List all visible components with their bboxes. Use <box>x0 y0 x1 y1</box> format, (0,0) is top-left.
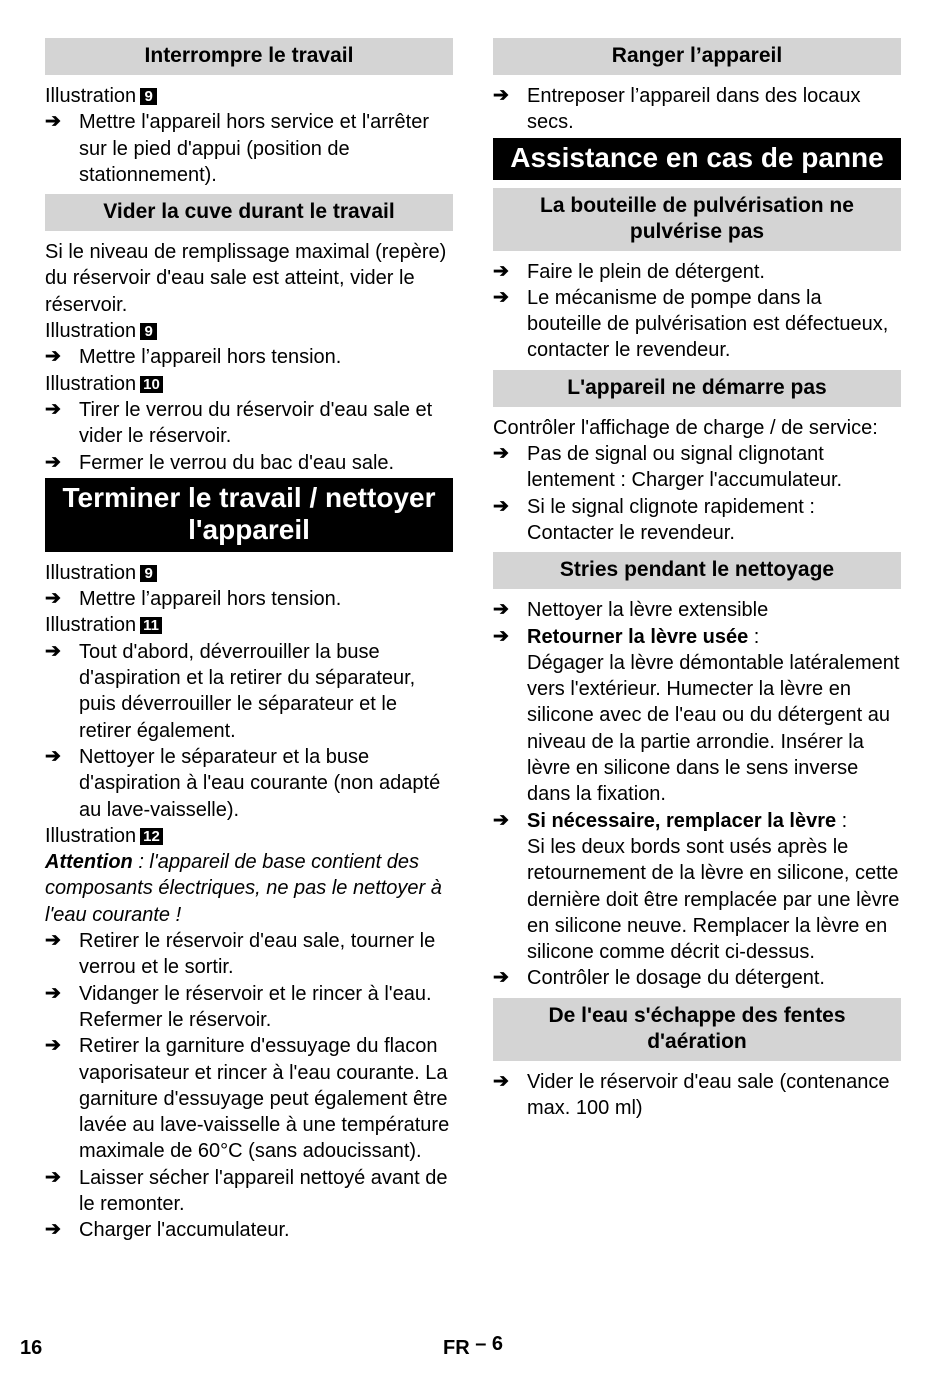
instruction-item <box>493 259 901 285</box>
heading-spray-bottle: La bouteille de pulvérisation ne pulvérise pas <box>493 188 901 251</box>
arrow-icon: ➔ <box>493 260 509 282</box>
instruction-item <box>493 441 901 494</box>
instruction-item <box>45 744 453 823</box>
instruction-item <box>45 1033 453 1164</box>
figure-number-badge: 9 <box>140 323 157 340</box>
instruction-text: Le mécanisme de pompe dans la bouteille de pulvérisation est défectueux, contacter le revendeur. <box>527 286 889 362</box>
instruction-text: Vidanger le réservoir et le rincer à l'eau. Refermer le réservoir. <box>79 982 432 1031</box>
instruction-item <box>45 397 453 450</box>
heading-finish-clean <box>45 478 453 552</box>
heading-troubleshooting: Assistance en cas de panne <box>493 138 901 180</box>
section-number: – 6 <box>475 1333 504 1355</box>
instruction-item <box>493 494 901 547</box>
attention-label: Attention <box>45 851 133 874</box>
heading-interrupt-work: Interrompre le travail <box>45 38 453 75</box>
arrow-icon: ➔ <box>45 346 61 368</box>
heading-line: l'appareil <box>188 513 310 545</box>
paragraph: Si le niveau de remplissage maximal (repère) du réservoir d'eau sale est atteint, vider le réservoir. <box>45 241 447 316</box>
instruction-text: Retirer la garniture d'essuyage du flacon vaporisateur et rincer à l'eau courante. La garniture d'essuyage peut également être lavée au lave-vaisselle à une température maximale de 60°C (sans adoucissant). <box>79 1035 450 1163</box>
illustration-label: Illustration <box>45 372 137 395</box>
footer-section <box>443 1333 504 1360</box>
instruction-text: Pas de signal ou signal clignotant lentement : Charger l'accumulateur. <box>527 443 843 492</box>
illustration-label: Illustration <box>45 614 137 637</box>
instruction-text: Charger l'accumulateur. <box>79 1219 290 1242</box>
instruction-text: Tout d'abord, déverrouiller la buse d'aspiration et la retirer du séparateur, puis déverrouiller le séparateur et le retirer également. <box>79 640 416 742</box>
arrow-icon: ➔ <box>45 745 61 767</box>
arrow-icon: ➔ <box>45 640 61 662</box>
instruction-item <box>493 965 901 991</box>
instruction-text <box>527 624 901 808</box>
instruction-text: Laisser sécher l'appareil nettoyé avant de le remonter. <box>79 1166 448 1215</box>
language-code: FR <box>443 1337 470 1359</box>
instruction-text: Mettre l'appareil hors service et l'arrêter sur le pied d'appui (position de stationnement). <box>79 111 429 186</box>
arrow-icon: ➔ <box>45 1035 61 1057</box>
instruction-text: Vider le réservoir d'eau sale (contenance max. 100 ml) <box>527 1070 890 1120</box>
right-column <box>493 38 901 1121</box>
arrow-icon: ➔ <box>45 982 61 1004</box>
instruction-text: Nettoyer la lèvre extensible <box>527 599 769 622</box>
illustration-ref <box>45 612 453 638</box>
illustration-ref <box>45 371 453 397</box>
arrow-icon: ➔ <box>493 495 509 517</box>
heading-streaks: Stries pendant le nettoyage <box>493 552 901 589</box>
arrow-icon: ➔ <box>493 286 509 308</box>
instruction-text: Nettoyer le séparateur et la buse d'aspiration à l'eau courante (non adapté au lave-vaisselle). <box>79 745 441 821</box>
arrow-icon: ➔ <box>45 1219 61 1241</box>
instruction-item <box>45 928 453 981</box>
page-number: 16 <box>20 1337 43 1359</box>
figure-number-badge: 12 <box>140 828 163 845</box>
instruction-text: Tirer le verrou du réservoir d'eau sale et vider le réservoir. <box>79 398 433 448</box>
heading-store-device: Ranger l’appareil <box>493 38 901 75</box>
instruction-item <box>45 1217 453 1243</box>
instruction-item <box>493 285 901 364</box>
illustration-ref <box>45 823 453 849</box>
illustration-label: Illustration <box>45 824 137 847</box>
arrow-icon: ➔ <box>45 588 61 610</box>
instruction-separator: : <box>748 625 760 648</box>
heading-line: Terminer le travail / nettoyer <box>62 481 436 513</box>
instruction-separator: : <box>836 809 848 832</box>
arrow-icon: ➔ <box>45 1166 61 1188</box>
instruction-item <box>45 344 453 370</box>
instruction-text: Faire le plein de détergent. <box>527 260 765 283</box>
arrow-icon: ➔ <box>493 599 509 621</box>
arrow-icon: ➔ <box>493 809 509 831</box>
illustration-ref <box>45 560 453 586</box>
instruction-text: Mettre l’appareil hors tension. <box>79 588 342 611</box>
instruction-text: Entreposer l’appareil dans des locaux secs. <box>527 85 861 134</box>
instruction-item <box>45 586 453 612</box>
arrow-icon: ➔ <box>493 967 509 989</box>
instruction-item <box>493 83 901 136</box>
illustration-ref <box>45 83 453 109</box>
instruction-item <box>493 808 901 966</box>
instruction-text <box>527 808 901 966</box>
instruction-item <box>45 639 453 744</box>
heading-not-starting: L'appareil ne démarre pas <box>493 370 901 407</box>
arrow-icon: ➔ <box>493 625 509 647</box>
instruction-text: Mettre l’appareil hors tension. <box>79 346 342 369</box>
instruction-detail: Dégager la lèvre démontable latéralement vers l'extérieur. Humecter la lèvre en silicone avec de l'eau ou du détergent au niveau de la partie arrondie. Insérer la lèvre en silicone dans le sens inverse dans la fixation. <box>527 651 900 806</box>
instruction-text: Fermer le verrou du bac d'eau sale. <box>79 451 395 474</box>
instruction-item <box>45 1165 453 1218</box>
figure-number-badge: 9 <box>140 565 157 582</box>
heading-empty-tank: Vider la cuve durant le travail <box>45 194 453 231</box>
attention-note <box>45 849 453 928</box>
attention-text: : l'appareil de base contient des composants électriques, ne pas le nettoyer à l'eau courante ! <box>45 851 442 926</box>
illustration-label: Illustration <box>45 561 137 584</box>
figure-number-badge: 10 <box>140 376 163 393</box>
illustration-label: Illustration <box>45 320 137 343</box>
figure-number-badge: 11 <box>140 617 162 634</box>
instruction-bold: Retourner la lèvre usée <box>527 625 749 648</box>
arrow-icon: ➔ <box>493 443 509 465</box>
instruction-item <box>493 1069 901 1122</box>
instruction-text: Si le signal clignote rapidement : Contacter le revendeur. <box>527 495 815 544</box>
arrow-icon: ➔ <box>45 398 61 420</box>
arrow-icon: ➔ <box>45 111 61 133</box>
arrow-icon: ➔ <box>493 1070 509 1092</box>
instruction-item <box>493 597 901 623</box>
arrow-icon: ➔ <box>45 930 61 952</box>
arrow-icon: ➔ <box>45 451 61 473</box>
arrow-icon: ➔ <box>493 85 509 106</box>
illustration-label: Illustration <box>45 85 137 107</box>
instruction-detail: Si les deux bords sont usés après le retournement de la lèvre en silicone, cette dernière doit être remplacée par une lèvre en silicone neuve. Remplacer la lèvre en silicone comme décrit ci-dessus. <box>527 835 900 964</box>
instruction-item <box>493 624 901 808</box>
left-column <box>45 38 453 1244</box>
instruction-item <box>45 981 453 1034</box>
instruction-item <box>45 450 453 476</box>
instruction-bold: Si nécessaire, remplacer la lèvre <box>527 809 837 832</box>
instruction-text: Retirer le réservoir d'eau sale, tourner le verrou et le sortir. <box>79 930 436 979</box>
paragraph: Contrôler l'affichage de charge / de service: <box>493 416 878 439</box>
figure-number-badge: 9 <box>140 88 157 105</box>
heading-water-leak: De l'eau s'échappe des fentes d'aération <box>493 998 901 1061</box>
instruction-item <box>45 109 453 188</box>
instruction-text: Contrôler le dosage du détergent. <box>527 967 825 990</box>
illustration-ref <box>45 318 453 344</box>
